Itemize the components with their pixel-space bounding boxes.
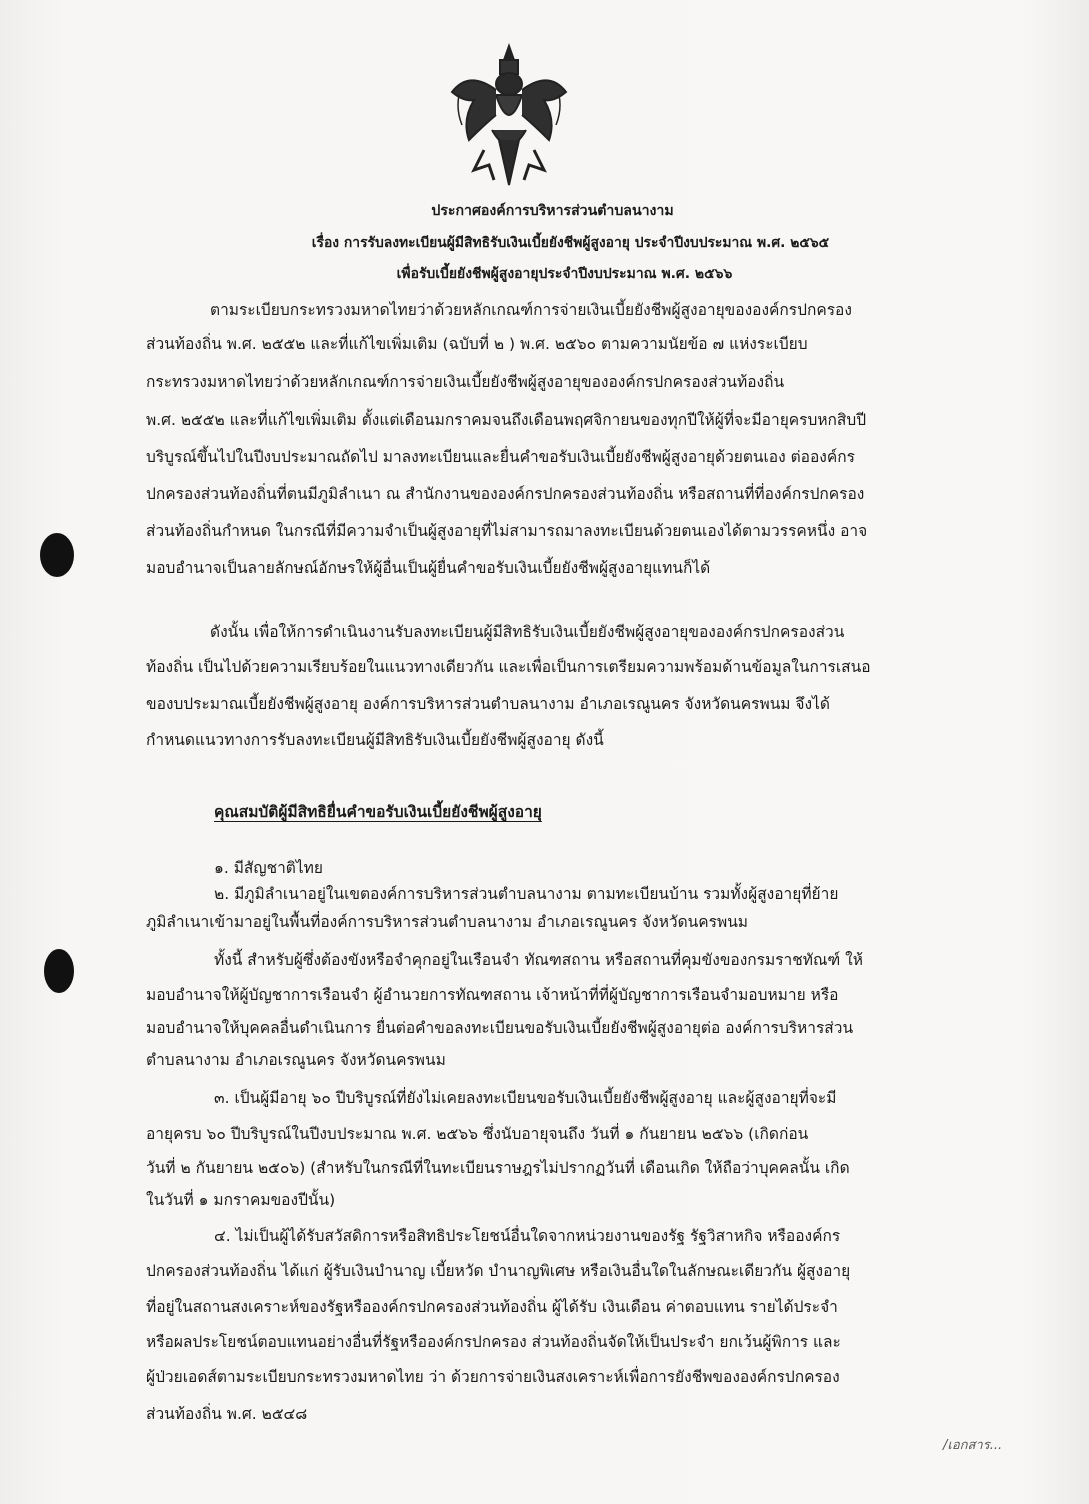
garuda-emblem-icon: [444, 40, 574, 190]
paragraph-line: ปกครองส่วนท้องถิ่นที่ตนมีภูมิลำเนา ณ สำนักงานขององค์กรปกครองส่วนท้องถิ่น หรือสถานที่ที่องค์กรปกครอง: [146, 485, 865, 503]
section-heading: คุณสมบัติผู้มีสิทธิยื่นคำขอรับเงินเบี้ยยังชีพผู้สูงอายุ: [214, 803, 542, 821]
paragraph-line: บริบูรณ์ขึ้นไปในปีงบประมาณถัดไป มาลงทะเบียนและยื่นคำขอรับเงินเบี้ยยังชีพผู้สูงอายุด้วยตนเอง ต่อองค์กร: [146, 448, 855, 466]
list-item: ๔. ไม่เป็นผู้ได้รับสวัสดิการหรือสิทธิประโยชน์อื่นใดจากหน่วยงานของรัฐ รัฐวิสาหกิจ หรือองค์กร: [214, 1227, 841, 1245]
paragraph-line: ตามระเบียบกระทรวงมหาดไทยว่าด้วยหลักเกณฑ์การจ่ายเงินเบี้ยยังชีพผู้สูงอายุขององค์กรปกครอง: [210, 301, 852, 319]
list-item-line: ที่อยู่ในสถานสงเคราะห์ของรัฐหรือองค์กรปกครองส่วนท้องถิ่น ผู้ได้รับ เงินเดือน ค่าตอบแทน รายได้ประจำ: [146, 1298, 838, 1316]
paragraph-line: ส่วนท้องถิ่นกำหนด ในกรณีที่มีความจำเป็นผู้สูงอายุที่ไม่สามารถมาลงทะเบียนด้วยตนเองได้ตามวรรคหนึ่ง อาจ: [146, 522, 868, 540]
list-item: ๒. มีภูมิลำเนาอยู่ในเขตองค์การบริหารส่วนตำบลนางาม ตามทะเบียนบ้าน รวมทั้งผู้สูงอายุที่ย้าย: [214, 885, 839, 903]
list-item-line: มอบอำนาจให้ผู้บัญชาการเรือนจำ ผู้อำนวยการทัณฑสถาน เจ้าหน้าที่ที่ผู้บัญชาการเรือนจำมอบหมาย หรือ: [146, 986, 839, 1004]
punch-hole: [44, 949, 74, 993]
paragraph-line: กระทรวงมหาดไทยว่าด้วยหลักเกณฑ์การจ่ายเงินเบี้ยยังชีพผู้สูงอายุขององค์กรปกครองส่วนท้องถิ่น: [146, 373, 785, 391]
paragraph-line: ท้องถิ่น เป็นไปด้วยความเรียบร้อยในแนวทางเดียวกัน และเพื่อเป็นการเตรียมความพร้อมด้านข้อมูลในการเสนอ: [146, 658, 871, 676]
announcement-subject-line2: เพื่อรับเบี้ยยังชีพผู้สูงอายุประจำปีงบประมาณ พ.ศ. ๒๕๖๖: [396, 266, 733, 282]
list-item-line: ในวันที่ ๑ มกราคมของปีนั้น): [146, 1191, 336, 1209]
list-item-line: ปกครองส่วนท้องถิ่น ได้แก่ ผู้รับเงินบำนาญ เบี้ยหวัด บำนาญพิเศษ หรือเงินอื่นใดในลักษณะเดียวกัน ผู้สูงอายุ: [146, 1262, 851, 1280]
list-item-line: ผู้ป่วยเอดส์ตามระเบียบกระทรวงมหาดไทย ว่า ด้วยการจ่ายเงินสงเคราะห์เพื่อการยังชีพขององค์กรปกครอง: [146, 1368, 840, 1386]
continuation-note: /เอกสาร...: [943, 1438, 1003, 1453]
announcement-subject: เรื่อง การรับลงทะเบียนผู้มีสิทธิรับเงินเบี้ยยังชีพผู้สูงอายุ ประจำปีงบประมาณ พ.ศ. ๒๕๖๕: [311, 235, 830, 251]
list-item-line: มอบอำนาจให้บุคคลอื่นดำเนินการ ยื่นต่อคำขอลงทะเบียนขอรับเงินเบี้ยยังชีพผู้สูงอายุต่อ องค์การบริหารส่วน: [146, 1019, 854, 1037]
announcement-title: ประกาศองค์การบริหารส่วนตำบลนางาม: [431, 203, 674, 219]
paragraph-line: มอบอำนาจเป็นลายลักษณ์อักษรให้ผู้อื่นเป็นผู้ยื่นคำขอรับเงินเบี้ยยังชีพผู้สูงอายุแทนก็ได้: [146, 559, 711, 577]
list-item: ๑. มีสัญชาติไทย: [214, 859, 323, 877]
list-item-line: ส่วนท้องถิ่น พ.ศ. ๒๕๔๘: [146, 1405, 308, 1423]
list-item-line: ทั้งนี้ สำหรับผู้ซึ่งต้องขังหรือจำคุกอยู่ในเรือนจำ ทัณฑสถาน หรือสถานที่คุมขังของกรมราชทัณฑ์ ให้: [214, 951, 863, 969]
paragraph-line: ดังนั้น เพื่อให้การดำเนินงานรับลงทะเบียนผู้มีสิทธิรับเงินเบี้ยยังชีพผู้สูงอายุขององค์กรปกครองส่วน: [210, 623, 845, 641]
punch-hole: [40, 533, 74, 577]
paragraph-line: กำหนดแนวทางการรับลงทะเบียนผู้มีสิทธิรับเงินเบี้ยยังชีพผู้สูงอายุ ดังนี้: [146, 731, 604, 749]
paragraph-line: พ.ศ. ๒๕๕๒ และที่แก้ไขเพิ่มเติม ตั้งแต่เดือนมกราคมจนถึงเดือนพฤศจิกายนของทุกปีให้ผู้ที่จะมีอายุครบหกสิบปี: [146, 411, 867, 429]
list-item-line: วันที่ ๒ กันยายน ๒๕๐๖) (สำหรับในกรณีที่ในทะเบียนราษฎรไม่ปรากฏวันที่ เดือนเกิด ให้ถือว่าบุคคลนั้น เกิด: [146, 1159, 850, 1177]
paragraph-line: ของบประมาณเบี้ยยังชีพผู้สูงอายุ องค์การบริหารส่วนตำบลนางาม อำเภอเรณูนคร จังหวัดนครพนม จึงได้: [146, 695, 830, 713]
paragraph-line: ส่วนท้องถิ่น พ.ศ. ๒๕๕๒ และที่แก้ไขเพิ่มเติม (ฉบับที่ ๒ ) พ.ศ. ๒๕๖๐ ตามความนัยข้อ ๗ แห่งระเบียบ: [146, 335, 808, 353]
list-item-line: หรือผลประโยชน์ตอบแทนอย่างอื่นที่รัฐหรือองค์กรปกครอง ส่วนท้องถิ่นจัดให้เป็นประจำ ยกเว้นผู้พิการ และ: [146, 1333, 841, 1351]
list-item: ๓. เป็นผู้มีอายุ ๖๐ ปีบริบูรณ์ที่ยังไม่เคยลงทะเบียนขอรับเงินเบี้ยยังชีพผู้สูงอายุ และผู้สูงอายุที่จะมี: [214, 1089, 837, 1107]
list-item-line: ภูมิลำเนาเข้ามาอยู่ในพื้นที่องค์การบริหารส่วนตำบลนางาม อำเภอเรณูนคร จังหวัดนครพนม: [146, 913, 749, 931]
list-item-line: ตำบลนางาม อำเภอเรณูนคร จังหวัดนครพนม: [146, 1051, 446, 1069]
list-item-line: อายุครบ ๖๐ ปีบริบูรณ์ในปีงบประมาณ พ.ศ. ๒๕๖๖ ซึ่งนับอายุจนถึง วันที่ ๑ กันยายน ๒๕๖๖ (เกิดก่อน: [146, 1125, 809, 1143]
